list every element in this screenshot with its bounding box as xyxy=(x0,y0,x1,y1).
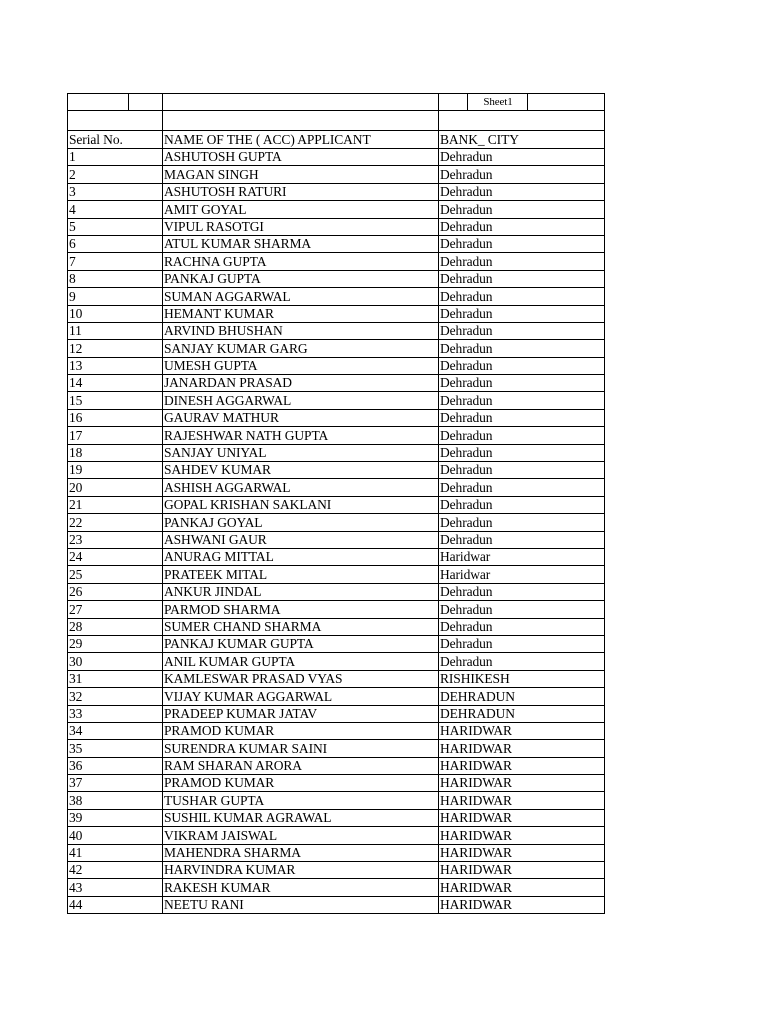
header-city: BANK_ CITY xyxy=(439,131,605,149)
name-cell: PRAMOD KUMAR xyxy=(163,722,439,739)
name-cell: MAHENDRA SHARMA xyxy=(163,844,439,861)
city-cell: Haridwar xyxy=(439,548,605,565)
name-cell: PRAMOD KUMAR xyxy=(163,775,439,792)
city-cell: HARIDWAR xyxy=(439,862,605,879)
table-row xyxy=(68,653,605,670)
table-row xyxy=(68,670,605,687)
name-cell: RAJESHWAR NATH GUPTA xyxy=(163,427,439,444)
empty-cell xyxy=(439,94,468,111)
table-row xyxy=(68,862,605,879)
table-row xyxy=(68,288,605,305)
table-row xyxy=(68,253,605,270)
city-cell: Dehradun xyxy=(439,653,605,670)
serial-cell: 38 xyxy=(68,792,163,809)
name-cell: RACHNA GUPTA xyxy=(163,253,439,270)
name-cell: SANJAY KUMAR GARG xyxy=(163,340,439,357)
serial-cell: 30 xyxy=(68,653,163,670)
city-cell: Dehradun xyxy=(439,392,605,409)
city-cell: Dehradun xyxy=(439,201,605,218)
serial-cell: 25 xyxy=(68,566,163,583)
city-cell: HARIDWAR xyxy=(439,740,605,757)
serial-cell: 20 xyxy=(68,479,163,496)
table-row xyxy=(68,218,605,235)
table-row xyxy=(68,427,605,444)
city-cell: HARIDWAR xyxy=(439,827,605,844)
name-cell: RAM SHARAN ARORA xyxy=(163,757,439,774)
city-cell: Dehradun xyxy=(439,409,605,426)
name-cell: SUSHIL KUMAR AGRAWAL xyxy=(163,809,439,826)
header-row xyxy=(68,131,605,149)
table-row xyxy=(68,792,605,809)
table-row xyxy=(68,740,605,757)
name-cell: PRATEEK MITAL xyxy=(163,566,439,583)
serial-cell: 43 xyxy=(68,879,163,896)
table-row xyxy=(68,531,605,548)
name-cell: MAGAN SINGH xyxy=(163,166,439,183)
serial-cell: 39 xyxy=(68,809,163,826)
city-cell: Dehradun xyxy=(439,288,605,305)
serial-cell: 8 xyxy=(68,270,163,287)
table-row xyxy=(68,601,605,618)
table-row xyxy=(68,827,605,844)
serial-cell: 9 xyxy=(68,288,163,305)
name-cell: ARVIND BHUSHAN xyxy=(163,322,439,339)
city-cell: Haridwar xyxy=(439,566,605,583)
table-row xyxy=(68,722,605,739)
city-cell: Dehradun xyxy=(439,583,605,600)
sheet-tab-row xyxy=(68,94,605,111)
serial-cell: 3 xyxy=(68,183,163,200)
serial-cell: 18 xyxy=(68,444,163,461)
city-cell: HARIDWAR xyxy=(439,792,605,809)
name-cell: RAKESH KUMAR xyxy=(163,879,439,896)
city-cell: Dehradun xyxy=(439,270,605,287)
table-row xyxy=(68,879,605,896)
name-cell: VIPUL RASOTGI xyxy=(163,218,439,235)
header-name: NAME OF THE ( ACC) APPLICANT xyxy=(163,131,439,149)
name-cell: PRADEEP KUMAR JATAV xyxy=(163,705,439,722)
serial-cell: 11 xyxy=(68,322,163,339)
serial-cell: 22 xyxy=(68,514,163,531)
serial-cell: 26 xyxy=(68,583,163,600)
name-cell: SANJAY UNIYAL xyxy=(163,444,439,461)
table-row xyxy=(68,496,605,513)
table-row xyxy=(68,409,605,426)
table-row xyxy=(68,357,605,374)
city-cell: HARIDWAR xyxy=(439,844,605,861)
name-cell: SAHDEV KUMAR xyxy=(163,462,439,479)
serial-cell: 16 xyxy=(68,409,163,426)
name-cell: DINESH AGGARWAL xyxy=(163,392,439,409)
name-cell: PANKAJ GOYAL xyxy=(163,514,439,531)
city-cell: Dehradun xyxy=(439,375,605,392)
table-row xyxy=(68,514,605,531)
serial-cell: 17 xyxy=(68,427,163,444)
table-row xyxy=(68,166,605,183)
name-cell: AMIT GOYAL xyxy=(163,201,439,218)
serial-cell: 6 xyxy=(68,235,163,252)
city-cell: Dehradun xyxy=(439,218,605,235)
city-cell: Dehradun xyxy=(439,235,605,252)
header-serial: Serial No. xyxy=(68,131,163,149)
serial-cell: 10 xyxy=(68,305,163,322)
empty-cell xyxy=(528,94,605,111)
name-cell: GAURAV MATHUR xyxy=(163,409,439,426)
city-cell: Dehradun xyxy=(439,357,605,374)
table-row xyxy=(68,270,605,287)
table-row xyxy=(68,548,605,565)
table-row xyxy=(68,775,605,792)
serial-cell: 4 xyxy=(68,201,163,218)
name-cell: ASHWANI GAUR xyxy=(163,531,439,548)
serial-cell: 41 xyxy=(68,844,163,861)
serial-cell: 15 xyxy=(68,392,163,409)
serial-cell: 35 xyxy=(68,740,163,757)
empty-cell xyxy=(163,94,439,111)
empty-cell xyxy=(439,111,605,131)
city-cell: Dehradun xyxy=(439,618,605,635)
city-cell: HARIDWAR xyxy=(439,809,605,826)
name-cell: ANKUR JINDAL xyxy=(163,583,439,600)
table-row xyxy=(68,583,605,600)
city-cell: DEHRADUN xyxy=(439,688,605,705)
name-cell: PANKAJ KUMAR GUPTA xyxy=(163,635,439,652)
city-cell: Dehradun xyxy=(439,601,605,618)
table-row xyxy=(68,635,605,652)
serial-cell: 23 xyxy=(68,531,163,548)
city-cell: RISHIKESH xyxy=(439,670,605,687)
empty-cell xyxy=(129,94,163,111)
name-cell: UMESH GUPTA xyxy=(163,357,439,374)
empty-cell xyxy=(163,111,439,131)
name-cell: ANIL KUMAR GUPTA xyxy=(163,653,439,670)
serial-cell: 19 xyxy=(68,462,163,479)
name-cell: SUMER CHAND SHARMA xyxy=(163,618,439,635)
table-row xyxy=(68,183,605,200)
table-row xyxy=(68,705,605,722)
name-cell: PANKAJ GUPTA xyxy=(163,270,439,287)
serial-cell: 40 xyxy=(68,827,163,844)
city-cell: Dehradun xyxy=(439,531,605,548)
city-cell: Dehradun xyxy=(439,253,605,270)
sheet-tab-label[interactable]: Sheet1 xyxy=(468,94,528,111)
table-row xyxy=(68,809,605,826)
serial-cell: 32 xyxy=(68,688,163,705)
name-cell: ASHISH AGGARWAL xyxy=(163,479,439,496)
serial-cell: 5 xyxy=(68,218,163,235)
serial-cell: 33 xyxy=(68,705,163,722)
city-cell: Dehradun xyxy=(439,444,605,461)
serial-cell: 7 xyxy=(68,253,163,270)
name-cell: GOPAL KRISHAN SAKLANI xyxy=(163,496,439,513)
city-cell: HARIDWAR xyxy=(439,896,605,913)
table-row xyxy=(68,566,605,583)
city-cell: DEHRADUN xyxy=(439,705,605,722)
table-row xyxy=(68,618,605,635)
serial-cell: 21 xyxy=(68,496,163,513)
city-cell: Dehradun xyxy=(439,635,605,652)
empty-cell xyxy=(68,94,129,111)
city-cell: Dehradun xyxy=(439,427,605,444)
city-cell: Dehradun xyxy=(439,514,605,531)
serial-cell: 12 xyxy=(68,340,163,357)
name-cell: VIJAY KUMAR AGGARWAL xyxy=(163,688,439,705)
applicant-table xyxy=(67,93,605,914)
serial-cell: 36 xyxy=(68,757,163,774)
table-row xyxy=(68,235,605,252)
name-cell: VIKRAM JAISWAL xyxy=(163,827,439,844)
city-cell: Dehradun xyxy=(439,322,605,339)
table-row xyxy=(68,479,605,496)
table-row xyxy=(68,375,605,392)
city-cell: Dehradun xyxy=(439,149,605,166)
serial-cell: 28 xyxy=(68,618,163,635)
city-cell: Dehradun xyxy=(439,183,605,200)
name-cell: ATUL KUMAR SHARMA xyxy=(163,235,439,252)
name-cell: SUMAN AGGARWAL xyxy=(163,288,439,305)
city-cell: Dehradun xyxy=(439,479,605,496)
table-row xyxy=(68,322,605,339)
table-row xyxy=(68,688,605,705)
serial-cell: 44 xyxy=(68,896,163,913)
city-cell: Dehradun xyxy=(439,166,605,183)
name-cell: JANARDAN PRASAD xyxy=(163,375,439,392)
table-row xyxy=(68,462,605,479)
city-cell: Dehradun xyxy=(439,496,605,513)
table-row xyxy=(68,201,605,218)
city-cell: HARIDWAR xyxy=(439,722,605,739)
name-cell: SURENDRA KUMAR SAINI xyxy=(163,740,439,757)
table-row xyxy=(68,844,605,861)
name-cell: PARMOD SHARMA xyxy=(163,601,439,618)
serial-cell: 1 xyxy=(68,149,163,166)
name-cell: HARVINDRA KUMAR xyxy=(163,862,439,879)
table-row xyxy=(68,392,605,409)
name-cell: HEMANT KUMAR xyxy=(163,305,439,322)
name-cell: NEETU RANI xyxy=(163,896,439,913)
name-cell: ASHUTOSH RATURI xyxy=(163,183,439,200)
city-cell: Dehradun xyxy=(439,462,605,479)
serial-cell: 24 xyxy=(68,548,163,565)
name-cell: TUSHAR GUPTA xyxy=(163,792,439,809)
city-cell: HARIDWAR xyxy=(439,757,605,774)
name-cell: ASHUTOSH GUPTA xyxy=(163,149,439,166)
serial-cell: 29 xyxy=(68,635,163,652)
city-cell: HARIDWAR xyxy=(439,879,605,896)
table-row xyxy=(68,340,605,357)
city-cell: Dehradun xyxy=(439,305,605,322)
table-row xyxy=(68,149,605,166)
table-row xyxy=(68,896,605,913)
table-row xyxy=(68,305,605,322)
city-cell: HARIDWAR xyxy=(439,775,605,792)
table-row xyxy=(68,757,605,774)
name-cell: ANURAG MITTAL xyxy=(163,548,439,565)
serial-cell: 14 xyxy=(68,375,163,392)
empty-cell xyxy=(68,111,163,131)
serial-cell: 31 xyxy=(68,670,163,687)
serial-cell: 34 xyxy=(68,722,163,739)
serial-cell: 27 xyxy=(68,601,163,618)
name-cell: KAMLESWAR PRASAD VYAS xyxy=(163,670,439,687)
serial-cell: 13 xyxy=(68,357,163,374)
serial-cell: 37 xyxy=(68,775,163,792)
serial-cell: 42 xyxy=(68,862,163,879)
serial-cell: 2 xyxy=(68,166,163,183)
table-row xyxy=(68,444,605,461)
city-cell: Dehradun xyxy=(439,340,605,357)
blank-row xyxy=(68,111,605,131)
